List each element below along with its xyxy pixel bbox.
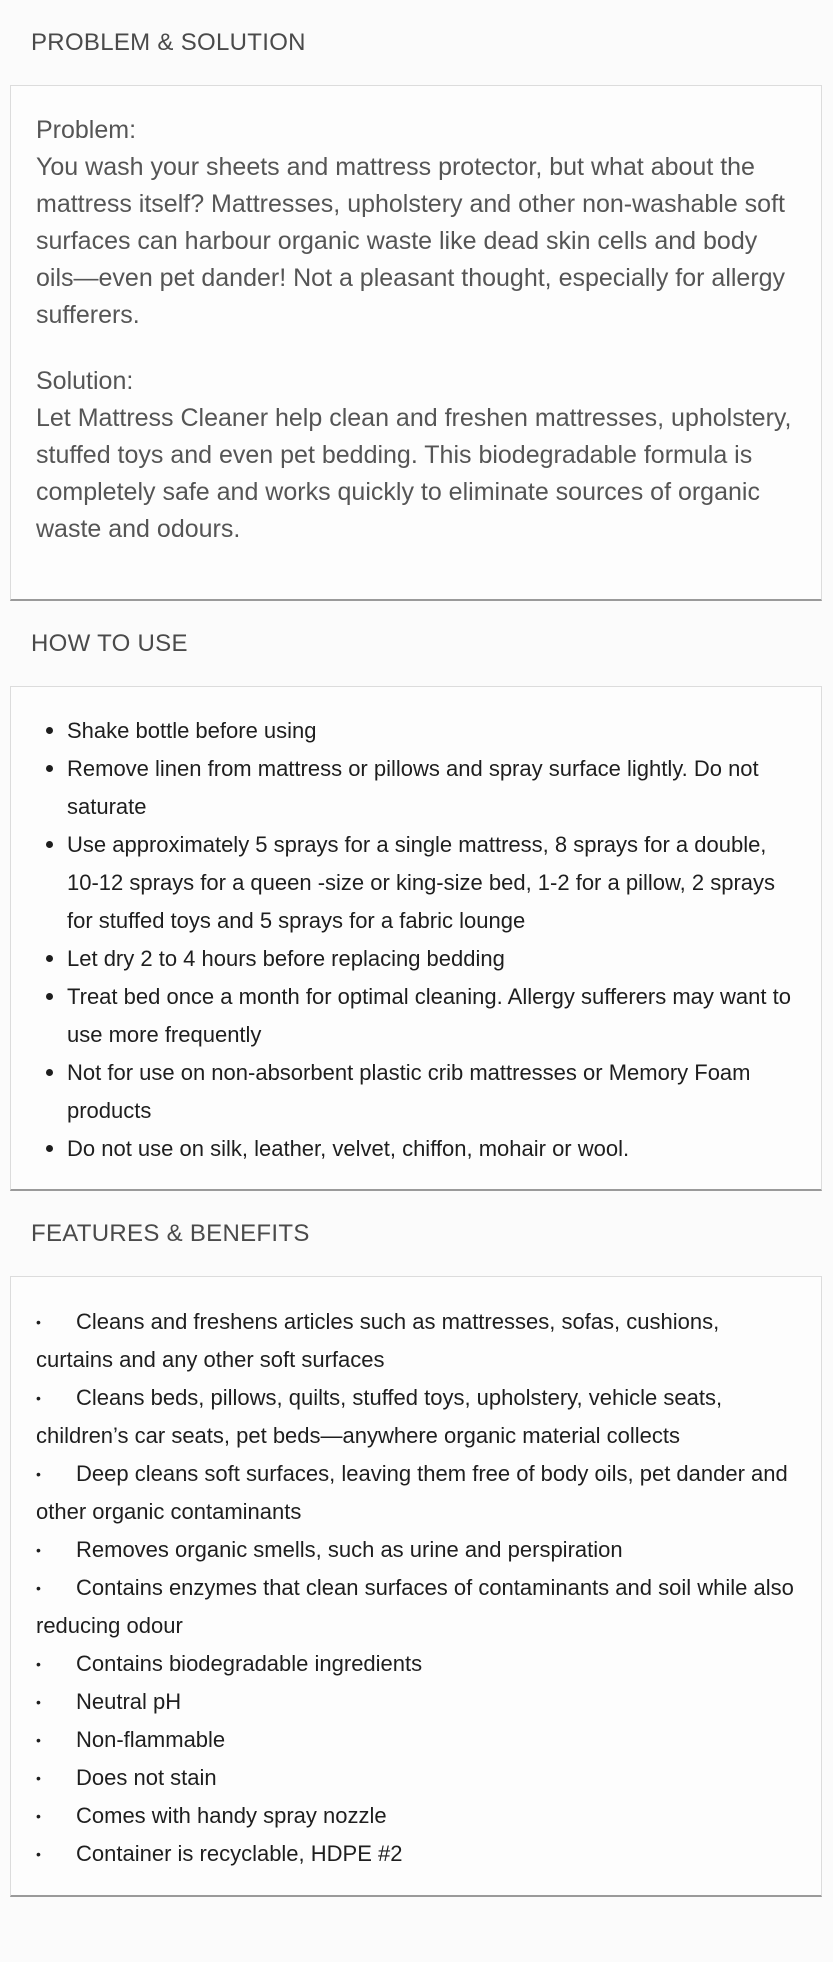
list-item (36, 1303, 799, 1379)
list-item (41, 1130, 791, 1168)
how-to-use-panel (10, 686, 822, 1191)
problem-block (36, 112, 796, 334)
bullet-icon: • (36, 1466, 41, 1482)
list-item (36, 1835, 799, 1873)
bullet-icon: • (36, 1580, 41, 1596)
bullet-icon (46, 993, 53, 1000)
bullet-icon (46, 765, 53, 772)
list-item-text: Treat bed once a month for optimal cleaning. Allergy sufferers may want to use more frequently (67, 984, 791, 1047)
how-to-use-list (41, 712, 791, 1168)
list-item-text: Contains biodegradable ingredients (76, 1651, 423, 1676)
bullet-icon: • (36, 1694, 41, 1710)
list-item (36, 1721, 799, 1759)
list-item-text: Let dry 2 to 4 hours before replacing bedding (67, 946, 505, 971)
list-item-text: Neutral pH (76, 1689, 182, 1714)
bullet-icon: • (36, 1808, 41, 1824)
problem-text: You wash your sheets and mattress protector, but what about the mattress itself? Mattresses, upholstery and other non-washable soft surfaces can harbour organic waste like dead skin cells and body oils—even pet dander! Not a pleasant thought, especially for allergy sufferers. (36, 153, 786, 329)
bullet-icon: • (36, 1542, 41, 1558)
list-item-text: Does not stain (76, 1765, 217, 1790)
list-item-text: Non-flammable (76, 1727, 226, 1752)
list-item-text: Cleans beds, pillows, quilts, stuffed toys, upholstery, vehicle seats, children’s car seats, pet beds—anywhere organic material collects (36, 1385, 723, 1448)
list-item (41, 1054, 791, 1130)
solution-label: Solution: (36, 367, 134, 395)
bullet-icon (46, 1145, 53, 1152)
list-item-text: Cleans and freshens articles such as mattresses, sofas, cushions, curtains and any other soft surfaces (36, 1309, 720, 1372)
list-item (36, 1645, 799, 1683)
list-item (36, 1531, 799, 1569)
bullet-icon (46, 727, 53, 734)
how-to-use-heading[interactable]: HOW TO USE (0, 601, 833, 686)
list-item-text: Removes organic smells, such as urine and perspiration (76, 1537, 623, 1562)
list-item-text: Not for use on non-absorbent plastic crib mattresses or Memory Foam products (67, 1060, 751, 1123)
list-item (36, 1797, 799, 1835)
list-item-text: Use approximately 5 sprays for a single mattress, 8 sprays for a double, 10-12 sprays for a queen -size or king-size bed, 1-2 for a pillow, 2 sprays for stuffed toys and 5 sprays for a fabric lounge (67, 832, 776, 933)
problem-label: Problem: (36, 116, 137, 144)
list-item (41, 940, 791, 978)
list-item-text: Do not use on silk, leather, velvet, chiffon, mohair or wool. (67, 1136, 630, 1161)
list-item-text: Comes with handy spray nozzle (76, 1803, 387, 1828)
list-item (41, 750, 791, 826)
list-item (41, 978, 791, 1054)
features-benefits-panel (10, 1276, 822, 1897)
list-item (36, 1683, 799, 1721)
bullet-icon: • (36, 1732, 41, 1748)
bullet-icon: • (36, 1656, 41, 1672)
list-item-text: Contains enzymes that clean surfaces of contaminants and soil while also reducing odour (36, 1575, 794, 1638)
list-item (36, 1569, 799, 1645)
solution-text: Let Mattress Cleaner help clean and freshen mattresses, upholstery, stuffed toys and even pet bedding. This biodegradable formula is completely safe and works quickly to eliminate sources of organic waste and odours. (36, 404, 792, 543)
solution-block (36, 363, 796, 548)
bullet-icon: • (36, 1846, 41, 1862)
list-item (41, 826, 791, 940)
list-item-text: Deep cleans soft surfaces, leaving them free of body oils, pet dander and other organic contaminants (36, 1461, 788, 1524)
bullet-icon: • (36, 1390, 41, 1406)
list-item (36, 1455, 799, 1531)
bullet-icon (46, 841, 53, 848)
features-benefits-heading[interactable]: FEATURES & BENEFITS (0, 1191, 833, 1276)
list-item (36, 1759, 799, 1797)
problem-solution-panel (10, 85, 822, 601)
bullet-icon (46, 955, 53, 962)
list-item-text: Remove linen from mattress or pillows and spray surface lightly. Do not saturate (67, 756, 759, 819)
list-item (36, 1379, 799, 1455)
bullet-icon: • (36, 1314, 41, 1330)
bullet-icon (46, 1069, 53, 1076)
bullet-icon: • (36, 1770, 41, 1786)
list-item-text: Shake bottle before using (67, 718, 317, 743)
list-item (41, 712, 791, 750)
problem-solution-heading[interactable]: PROBLEM & SOLUTION (0, 0, 833, 85)
list-item-text: Container is recyclable, HDPE #2 (76, 1841, 403, 1866)
